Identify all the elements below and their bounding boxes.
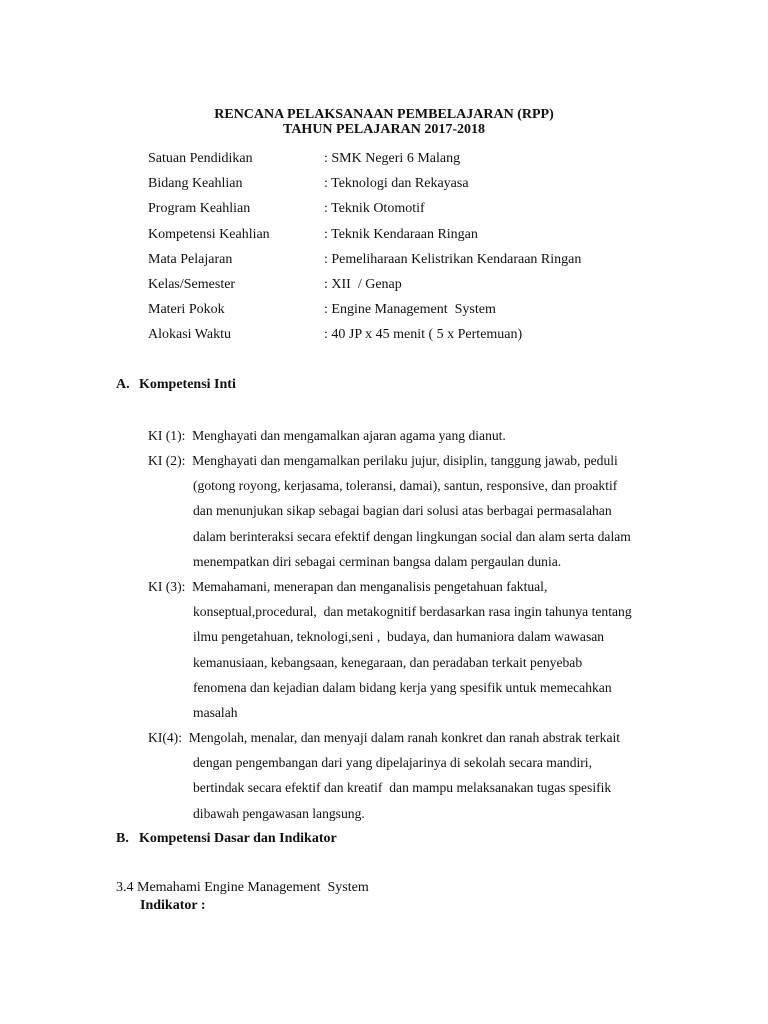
- identity-value: : Engine Management System: [324, 302, 496, 318]
- ki-continuation-line: kemanusiaan, kebangsaan, kenegaraan, dan peradaban terkait penyebab: [193, 654, 583, 670]
- ki-continuation-line: dalam berinteraksi secara efektif dengan lingkungan social dan alam serta dalam: [193, 528, 631, 544]
- ki-continuation-line: (gotong royong, kerjasama, toleransi, damai), santun, responsive, dan proaktif: [193, 478, 618, 494]
- identity-value: : XII / Genap: [324, 276, 402, 292]
- ki-first-line: KI (1): Menghayati dan mengamalkan ajaran agama yang dianut.: [148, 428, 506, 443]
- identity-value: : Teknik Kendaraan Ringan: [324, 226, 478, 242]
- identity-label: Kelas/Semester: [148, 276, 236, 292]
- identity-value: : Teknik Otomotif: [324, 201, 425, 217]
- document-subtitle-year: TAHUN PELAJARAN 2017-2018: [283, 122, 485, 137]
- ki-first-line: KI (2): Menghayati dan mengamalkan perilaku jujur, disiplin, tanggung jawab, peduli: [148, 453, 618, 468]
- identity-label: Mata Pelajaran: [148, 251, 233, 267]
- kompetensi-dasar-item: 3.4 Memahami Engine Management System: [116, 880, 369, 895]
- section-letter: B.: [116, 831, 129, 846]
- ki-continuation-line: fenomena dan kejadian dalam bidang kerja yang spesifik untuk memecahkan: [193, 679, 612, 695]
- identity-value: : Teknologi dan Rekayasa: [324, 176, 469, 192]
- section-title: Kompetensi Dasar dan Indikator: [139, 831, 337, 846]
- ki-item: [148, 423, 708, 448]
- identity-value: : Pemeliharaan Kelistrikan Kendaraan Ringan: [324, 251, 582, 267]
- identity-value: : SMK Negeri 6 Malang: [324, 151, 461, 166]
- identity-row: [148, 326, 708, 351]
- ki-continuation-line: dengan pengembangan dari yang dipelajarinya di sekolah secara mandiri,: [193, 755, 592, 771]
- ki-continuation-line: masalah: [193, 705, 238, 721]
- ki-continuation-line: dan menunjukan sikap sebagai bagian dari solusi atas berbagai permasalahan: [193, 503, 612, 519]
- identity-value: : 40 JP x 45 menit ( 5 x Pertemuan): [324, 327, 523, 343]
- identity-row: [148, 276, 708, 301]
- ki-continuation-line: bertindak secara efektif dan kreatif dan mampu melaksanakan tugas spesifik: [193, 780, 612, 796]
- section-title: Kompetensi Inti: [139, 377, 236, 392]
- ki-continuation-line: menempatkan diri sebagai cerminan bangsa dalam pergaulan dunia.: [193, 553, 562, 569]
- ki-continuation-line: dibawah pengawasan langsung.: [193, 805, 365, 821]
- ki-item: [148, 448, 708, 574]
- identity-row: [148, 301, 708, 326]
- identity-label: Kompetensi Keahlian: [148, 226, 270, 242]
- ki-item: [148, 725, 708, 826]
- ki-item: [148, 574, 708, 725]
- ki-first-line: KI (3): Memahamani, menerapan dan menganalisis pengetahuan faktual,: [148, 579, 548, 594]
- identity-row: [148, 150, 708, 175]
- ki-continuation-line: konseptual,procedural, dan metakognitif berdasarkan rasa ingin tahunya tentang: [193, 604, 632, 620]
- identity-label: Alokasi Waktu: [148, 327, 231, 343]
- ki-continuation-line: ilmu pengetahuan, teknologi,seni , budaya, dan humaniora dalam wawasan: [193, 629, 605, 645]
- identity-row: [148, 226, 708, 251]
- section-heading-kompetensi-dasar: [116, 830, 337, 847]
- identity-table: [148, 150, 708, 352]
- identity-label: Program Keahlian: [148, 201, 251, 217]
- section-letter: A.: [116, 377, 130, 392]
- identity-row: [148, 251, 708, 276]
- section-heading-kompetensi-inti: [116, 376, 236, 393]
- ki-first-line: KI(4): Mengolah, menalar, dan menyaji dalam ranah konkret dan ranah abstrak terkait: [148, 730, 621, 745]
- document-title: RENCANA PELAKSANAAN PEMBELAJARAN (RPP): [214, 107, 554, 122]
- identity-row: [148, 200, 708, 225]
- identity-row: [148, 175, 708, 200]
- indikator-label: Indikator :: [140, 898, 206, 913]
- identity-label: Materi Pokok: [148, 302, 225, 318]
- identity-label: Satuan Pendidikan: [148, 151, 253, 166]
- identity-label: Bidang Keahlian: [148, 176, 243, 192]
